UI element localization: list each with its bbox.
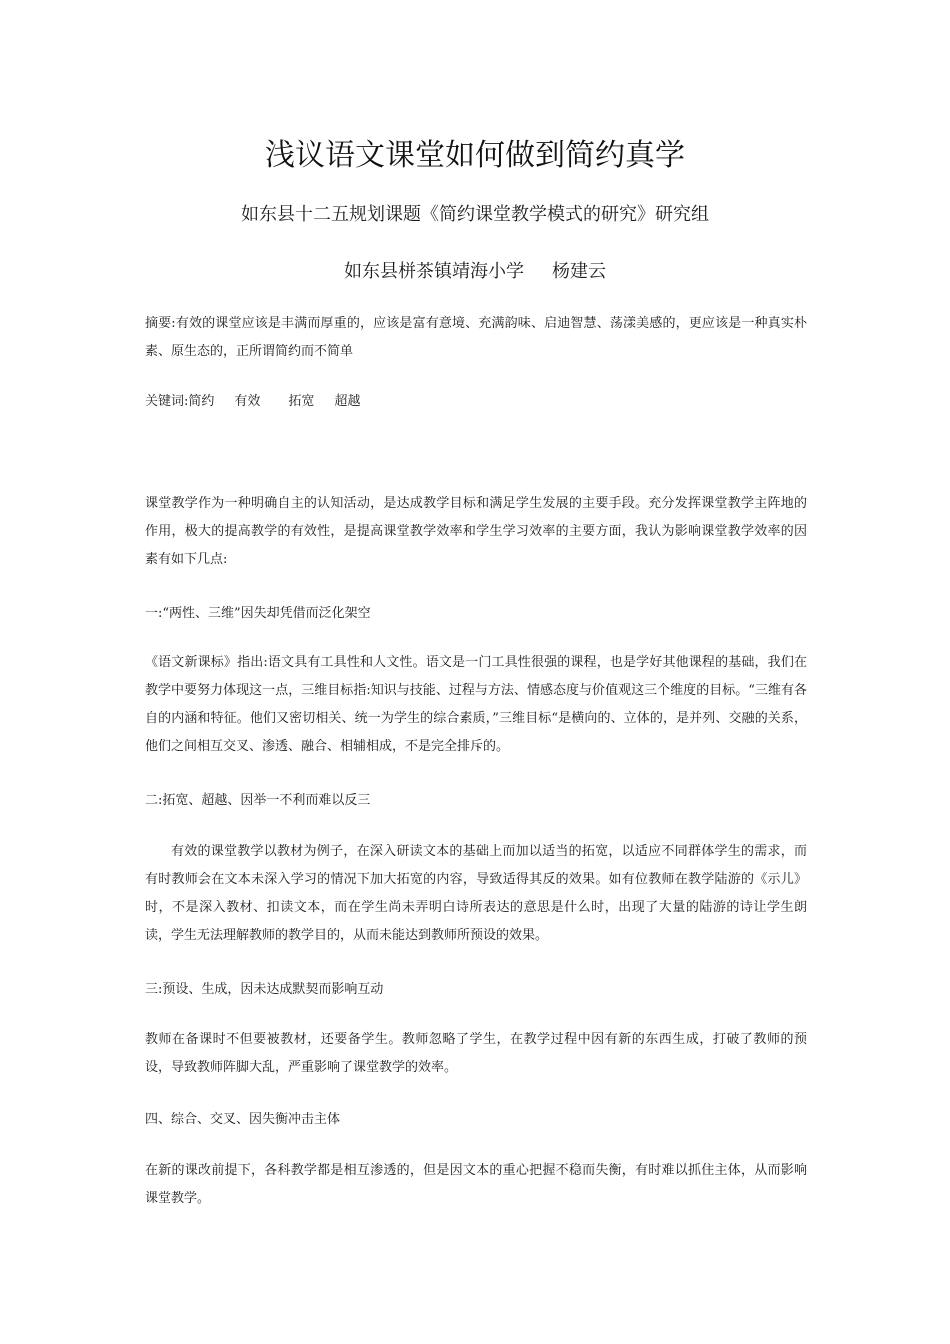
- abstract-paragraph: 摘要:有效的课堂应该是丰满而厚重的，应该是富有意境、充满韵味、启迪智慧、荡漾美感的，更应该是一种真实朴素、原生态的，正所谓简约而不简单: [145, 316, 807, 359]
- author-name: 杨建云: [552, 261, 606, 282]
- keyword-item: 超越: [334, 394, 361, 409]
- section-heading: 二:拓宽、超越、因举一不利而难以反三: [145, 793, 371, 808]
- intro-paragraph: 课堂教学作为一种明确自主的认知活动，是达成教学目标和满足学生发展的主要手段。充分发挥课堂教学主阵地的作用，极大的提高教学的有效性，是提高课堂教学效率和学生学习效率的主要方面，我认为影响课堂教学效率的因素有如下几点:: [145, 496, 807, 567]
- document-title: 浅议语文课堂如何做到简约真学: [265, 138, 685, 173]
- section-body: 教师在备课时不但要被教材，还要备学生。教师忽略了学生，在教学过程中因有新的东西生成，打破了教师的预设，导致教师阵脚大乱，严重影响了课堂教学的效率。: [145, 1032, 807, 1075]
- keywords-line: [145, 388, 807, 416]
- keyword-item: 有效: [234, 394, 261, 409]
- section-heading: 四、综合、交叉、因失衡冲击主体: [145, 1112, 341, 1127]
- keyword-item: 简约: [188, 394, 215, 409]
- author-line: [0, 257, 950, 287]
- section-heading: 三:预设、生成，因未达成默契而影响互动: [145, 982, 384, 997]
- section-body: 《语文新课标》指出:语文具有工具性和人文性。语文是一门工具性很强的课程，也是学好其他课程的基础，我们在教学中要努力体现这一点，三维目标指:知识与技能、过程与方法、情感态度与价值观这三个维度的目标。“三维有各自的内涵和特征。他们又密切相关、统一为学生的综合素质，”三维目标“是横向的、立体的，是并列、交融的关系，他们之间相互交叉、渗透、融合、相辅相成，不是完全排斥的。: [145, 655, 807, 754]
- section-heading: 一:“两性、三维”因失却凭借而泛化架空: [145, 606, 371, 621]
- section-body: 有效的课堂教学以教材为例子，在深入研读文本的基础上而加以适当的拓宽，以适应不同群体学生的需求，而有时教师会在文本未深入学习的情况下加大拓宽的内容，导致适得其反的效果。如有位教师在教学陆游的《示儿》时，不是深入教材、扣读文本，而在学生尚未弄明白诗所表达的意思是什么时，出现了大量的陆游的诗让学生朗读，学生无法理解教师的教学目的，从而未能达到教师所预设的效果。: [145, 844, 807, 943]
- keywords-label: 关键词:: [145, 394, 189, 409]
- keyword-item: 拓宽: [288, 394, 315, 409]
- document-subtitle: 如东县十二五规划课题《简约课堂教学模式的研究》研究组: [241, 204, 709, 225]
- author-school: 如东县栟茶镇靖海小学: [344, 261, 524, 282]
- section-body: 在新的课改前提下，各科教学都是相互渗透的，但是因文本的重心把握不稳而失衡，有时难以抓住主体，从而影响课堂教学。: [145, 1163, 807, 1206]
